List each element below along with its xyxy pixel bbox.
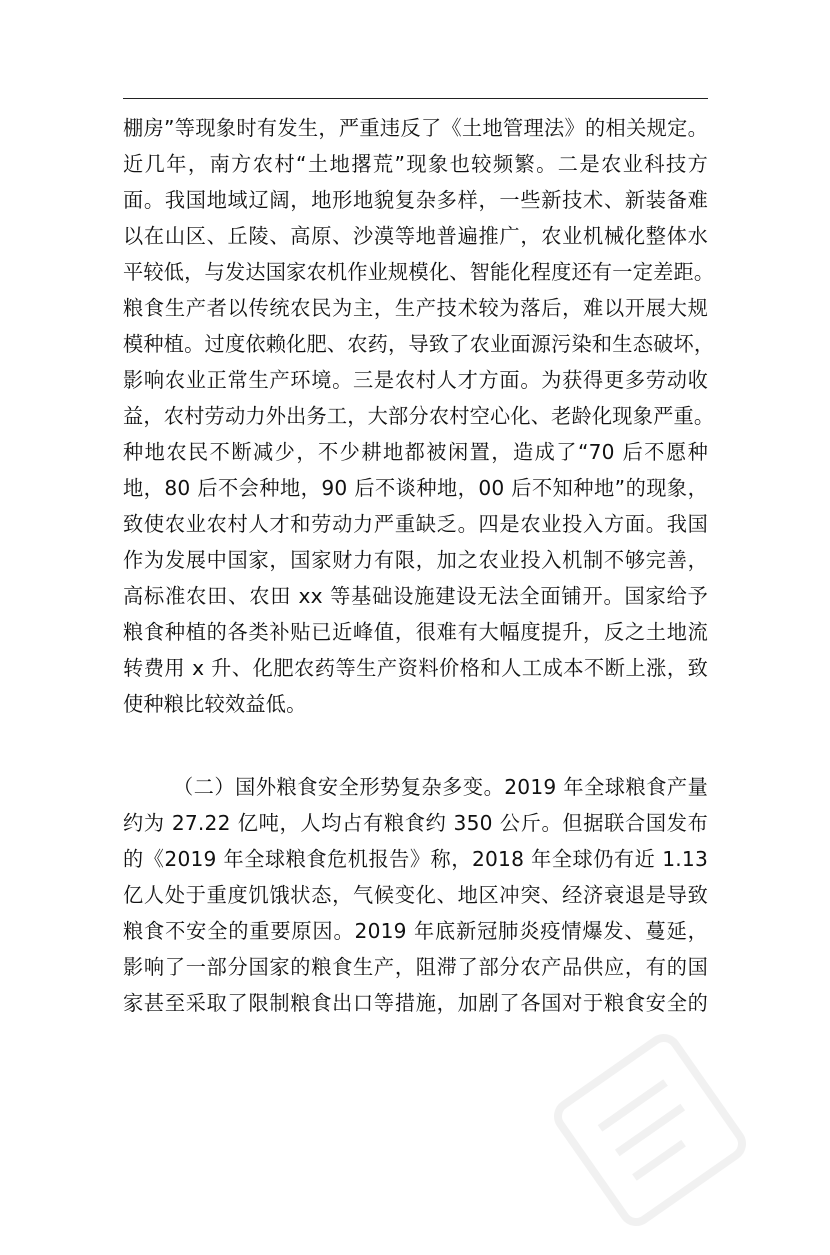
text-line: 影响农业正常生产环境。三是农村人才方面。为获得更多劳动收 — [123, 368, 708, 392]
text-line: 转费用 x 升、化肥农药等生产资料价格和人工成本不断上涨，致 — [123, 656, 708, 680]
text-line: 使种粮比较效益低。 — [123, 692, 307, 716]
text-line: 家甚至采取了限制粮食出口等措施，加剧了各国对于粮食安全的 — [123, 991, 708, 1015]
watermark-icon — [525, 1005, 776, 1255]
text-line: 粮食不安全的重要原因。2019 年底新冠肺炎疫情爆发、蔓延， — [123, 919, 708, 943]
text-line: 以在山区、丘陵、高原、沙漠等地普遍推广，农业机械化整体水 — [123, 224, 708, 248]
text-line: 面。我国地域辽阔，地形地貌复杂多样，一些新技术、新装备难 — [123, 188, 708, 212]
text-line: 模种植。过度依赖化肥、农药，导致了农业面源污染和生态破坏， — [123, 332, 715, 356]
text-line: 平较低，与发达国家农机作业规模化、智能化程度还有一定差距。 — [123, 260, 715, 284]
text-line: 棚房”等现象时有发生，严重违反了《土地管理法》的相关规定。 — [123, 116, 708, 140]
text-line: （二）国外粮食安全形势复杂多变。2019 年全球粮食产量 — [173, 775, 708, 799]
text-line: 粮食生产者以传统农民为主，生产技术较为落后，难以开展大规 — [123, 296, 708, 320]
text-line: 亿人处于重度饥饿状态，气候变化、地区冲突、经济衰退是导致 — [123, 883, 708, 907]
text-line: 近几年，南方农村“土地撂荒”现象也较频繁。二是农业科技方 — [123, 152, 708, 176]
text-line: 地，80 后不会种地，90 后不谈种地，00 后不知种地”的现象， — [123, 476, 708, 500]
text-line: 影响了一部分国家的粮食生产，阻滞了部分农产品供应，有的国 — [123, 955, 708, 979]
text-line: 种地农民不断减少，不少耕地都被闲置，造成了“70 后不愿种 — [123, 440, 708, 464]
text-line: 高标准农田、农田 xx 等基础设施建设无法全面铺开。国家给予 — [123, 584, 708, 608]
text-line: 约为 27.22 亿吨，人均占有粮食约 350 公斤。但据联合国发布 — [123, 811, 708, 835]
text-line: 益，农村劳动力外出务工，大部分农村空心化、老龄化现象严重。 — [123, 404, 715, 428]
text-line: 的《2019 年全球粮食危机报告》称，2018 年全球仍有近 1.13 — [123, 847, 708, 871]
text-line: 致使农业农村人才和劳动力严重缺乏。四是农业投入方面。我国 — [123, 512, 708, 536]
header-rule — [123, 98, 708, 99]
text-line: 粮食种植的各类补贴已近峰值，很难有大幅度提升，反之土地流 — [123, 620, 708, 644]
text-line: 作为发展中国家，国家财力有限，加之农业投入机制不够完善， — [123, 548, 708, 572]
